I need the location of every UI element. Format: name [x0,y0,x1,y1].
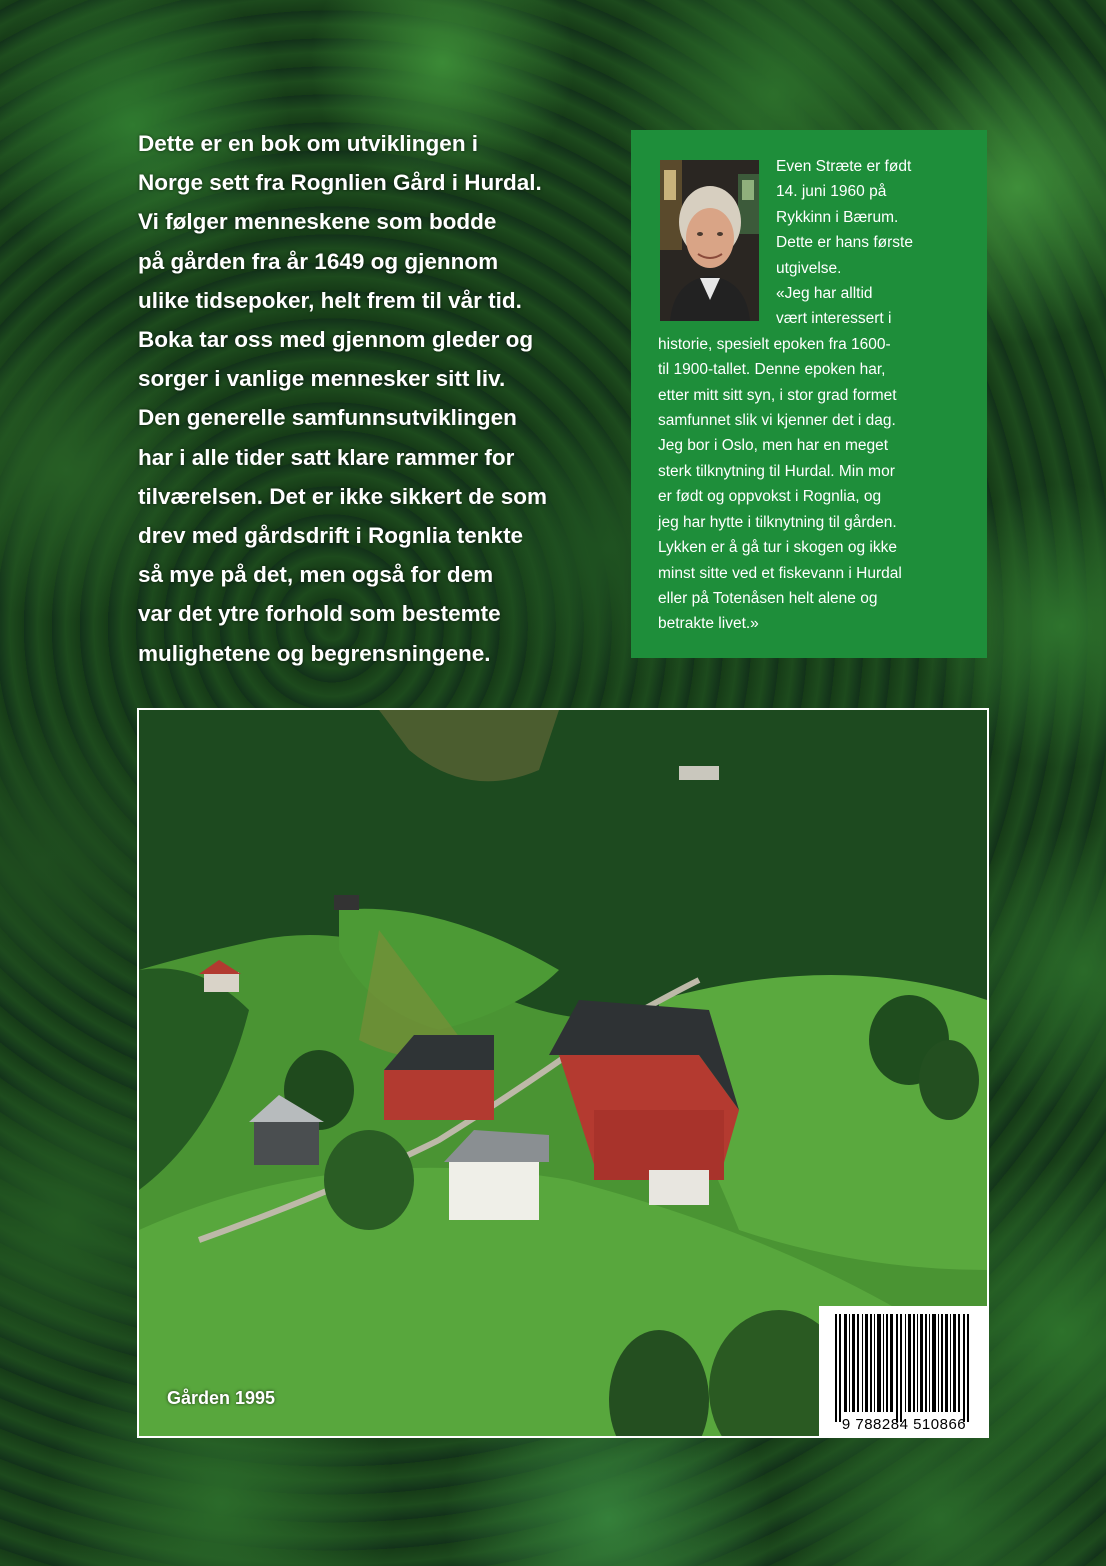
farm-photo [137,708,989,1438]
intro-line: så mye på det, men også for dem [138,562,494,588]
bio-line: Rykkinn i Bærum. [776,208,899,226]
isbn-barcode [819,1306,989,1436]
intro-line: mulighetene og begrensningene. [138,640,491,666]
intro-line: tilværelsen. Det er ikke sikkert de som [138,483,547,509]
bio-line: eller på Totenåsen helt alene og [658,589,878,607]
bio-line: Jeg bor i Oslo, men har en meget [658,437,889,455]
bio-line: 14. juni 1960 på [776,183,887,201]
bio-line: er født og oppvokst i Rognlia, og [658,488,882,506]
author-bio-text [658,154,976,637]
bio-line: betrakte livet.» [658,615,759,633]
bio-line: Lykken er å gå tur i skogen og ikke [658,539,897,557]
photo-caption: Gården 1995 [167,1388,276,1408]
bio-line: Even Stræte er født [776,158,912,175]
intro-line: sorger i vanlige mennesker sitt liv. [138,366,506,392]
bio-line: til 1900-tallet. Denne epoken har, [658,361,886,379]
intro-line: var det ytre forhold som bestemte [138,601,501,627]
intro-line: har i alle tider satt klare rammer for [138,444,515,470]
intro-line: på gården fra år 1649 og gjennom [138,248,499,274]
intro-line: ulike tidsepoker, helt frem til vår tid. [138,287,522,313]
intro-line: Norge sett fra Rognlien Gård i Hurdal. [138,170,542,196]
isbn-number: 9 788284 510866 [841,1416,967,1433]
bio-line: Dette er hans første [776,234,913,252]
intro-line: Den generelle samfunnsutviklingen [138,405,517,431]
author-bio-box [631,130,987,658]
bio-line: sterk tilknytning til Hurdal. Min mor [658,462,895,480]
bio-line: minst sitte ved et fiskevann i Hurdal [658,564,902,582]
bio-line: samfunnet slik vi kjenner det i dag. [658,412,896,430]
bio-line: vært interessert i [776,310,892,328]
intro-line: Dette er en bok om utviklingen i [138,131,479,156]
intro-line: drev med gårdsdrift i Rognlia tenkte [138,523,524,549]
bio-line: historie, spesielt epoken fra 1600- [658,335,891,353]
intro-text [138,124,578,673]
bio-line: utgivelse. [776,259,842,277]
intro-line: Boka tar oss med gjennom gleder og [138,327,534,353]
bio-line: jeg har hytte i tilknytning til gården. [658,513,897,531]
bio-line: etter mitt sitt syn, i stor grad formet [658,386,897,404]
intro-line: Vi følger menneskene som bodde [138,209,497,235]
bio-line: «Jeg har alltid [776,285,873,303]
